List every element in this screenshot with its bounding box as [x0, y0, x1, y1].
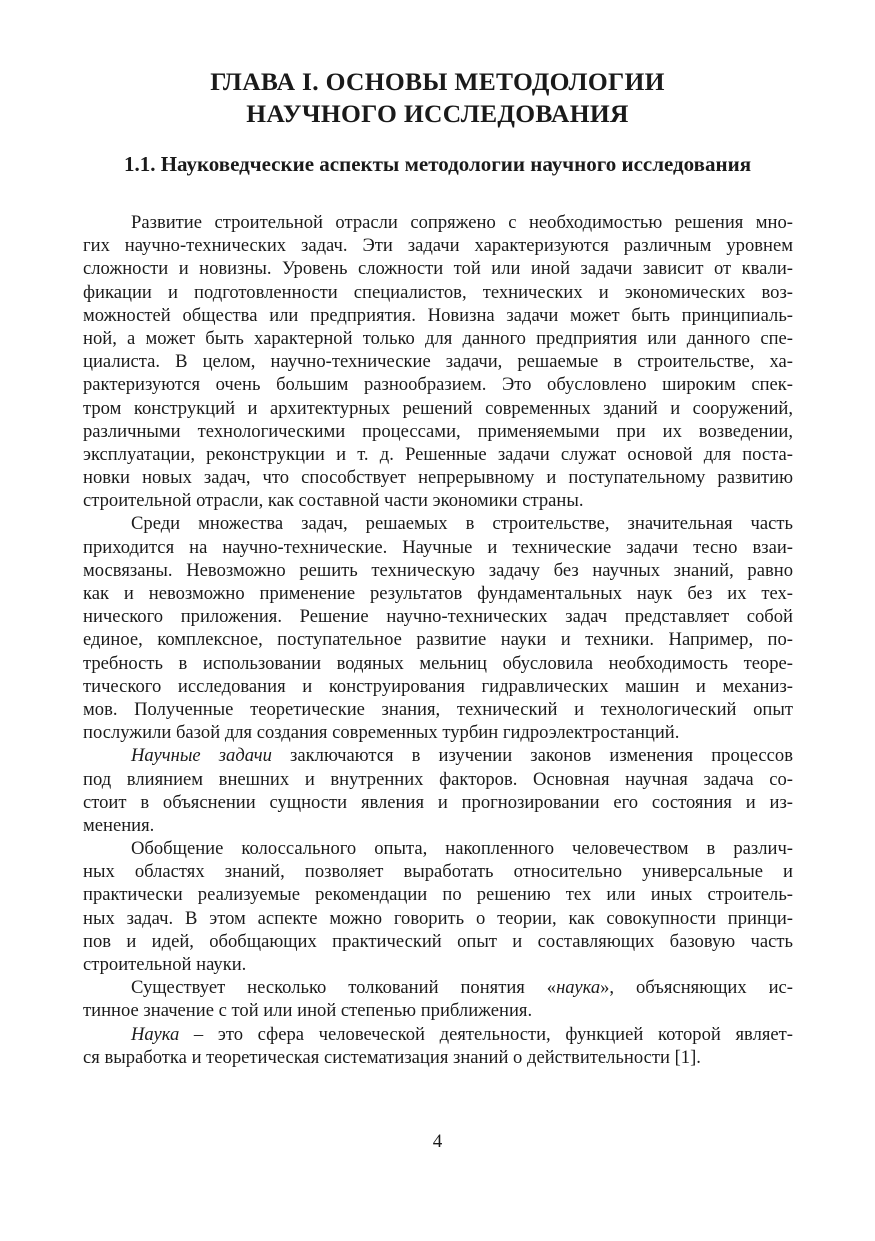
chapter-title-line-2: НАУЧНОГО ИССЛЕДОВАНИЯ [246, 99, 629, 128]
text-fragment: заключаются в изучении законов изменения процессов [271, 745, 793, 767]
text-line: тического исследования и конструирования гидравлических машин и механиз- [83, 675, 793, 697]
text-fragment: Существует несколько толкований понятия « [131, 977, 557, 999]
text-line: пов и идей, обобщающих практический опыт и составляющих базовую часть [83, 930, 793, 952]
text-line: ной, а может быть характерной только для данного предприятия или данного спе- [83, 327, 793, 349]
text-line [83, 976, 793, 999]
text-line: стоит в объяснении сущности явления и прогнозировании его состояния и из- [83, 791, 793, 813]
paragraph-4 [83, 837, 793, 976]
text-line: ных задач. В этом аспекте можно говорить о теории, как совокупности принци- [83, 907, 793, 929]
emphasis-term: Научные задачи [131, 745, 272, 767]
emphasis-term: Наука [131, 1023, 180, 1045]
text-line: новки новых задач, что способствует непрерывному и поступательному развитию [83, 467, 793, 489]
text-line: практически реализуемые рекомендации по решению тех или иных строитель- [83, 884, 793, 906]
text-line: приходится на научно-технические. Научные и технические задачи тесно взаи- [83, 536, 793, 558]
body-text [83, 211, 793, 1069]
text-line: эксплуатации, реконструкции и т. д. Решенные задачи служат основой для поста- [83, 443, 793, 465]
text-line: тром конструкций и архитектурных решений современных зданий и сооружений, [83, 397, 793, 419]
text-line: строительной отрасли, как составной части экономики страны. [83, 490, 584, 512]
text-line: циалиста. В целом, научно-технические задачи, решаемые в строительстве, ха- [83, 351, 793, 373]
emphasis-term: наука [556, 977, 601, 999]
text-line: можностей общества или предприятия. Новизна задачи может быть принципиаль- [83, 304, 793, 326]
text-line: рактеризуются очень большим разнообразием. Это обусловлено широким спек- [83, 374, 793, 396]
chapter-title-line-1: ГЛАВА I. ОСНОВЫ МЕТОДОЛОГИИ [210, 67, 665, 96]
text-line: строительной науки. [83, 954, 247, 975]
text-line: под влиянием внешних и внутренних факторов. Основная научная задача со- [83, 768, 793, 790]
text-line [83, 744, 793, 767]
text-line: послужили базой для создания современных турбин гидроэлектростанций. [83, 722, 680, 744]
text-line [83, 1023, 793, 1046]
text-line: как и невозможно применение результатов фундаментальных наук без их тех- [83, 583, 793, 604]
text-line: требность в использовании водяных мельниц обусловила необходимость теоре- [83, 652, 793, 674]
text-line: Развитие строительной отрасли сопряжено с необходимостью решения мно- [131, 212, 793, 233]
page-number: 4 [432, 1131, 443, 1152]
text-line: различными технологическими процессами, применяемыми при их возведении, [83, 420, 793, 442]
text-line: нического приложения. Решение научно-технических задач представляет собой [83, 606, 793, 628]
text-line: ся выработка и теоретическая систематизация знаний о действительности [1]. [83, 1046, 701, 1068]
text-line: мосвязаны. Невозможно решить техническую задачу без научных знаний, равно [83, 559, 793, 581]
text-line: Обобщение колоссального опыта, накопленного человечеством в различ- [131, 838, 793, 860]
text-line: единое, комплексное, поступательное развитие науки и техники. Например, по- [83, 629, 793, 651]
paragraph-3 [83, 744, 793, 837]
text-fragment: – это сфера человеческой деятельности, функцией которой являет- [179, 1023, 793, 1045]
text-line: мов. Полученные теоретические знания, технический и технологический опыт [83, 698, 793, 720]
text-line: менения. [83, 814, 155, 836]
text-line: фикации и подготовленности специалистов, технических и экономических воз- [83, 281, 793, 303]
paragraph-2 [83, 512, 793, 744]
text-line: тинное значение с той или иной степенью приближения. [83, 1000, 533, 1022]
text-line: Среди множества задач, решаемых в строительстве, значительная часть [131, 513, 793, 535]
chapter-title [80, 66, 795, 130]
paragraph-1 [83, 211, 793, 512]
text-line: ных областях знаний, позволяет выработать относительно универсальные и [83, 861, 793, 883]
text-line: гих научно-технических задач. Эти задачи характеризуются различным уровнем [83, 235, 793, 257]
section-title: 1.1. Науковедческие аспекты методологии научного исследования [123, 152, 752, 176]
text-line: сложности и новизны. Уровень сложности той или иной задачи зависит от квали- [83, 258, 793, 280]
paragraph-6 [83, 1023, 793, 1069]
text-fragment: », объясняющих ис- [600, 977, 793, 999]
paragraph-5 [83, 976, 793, 1022]
